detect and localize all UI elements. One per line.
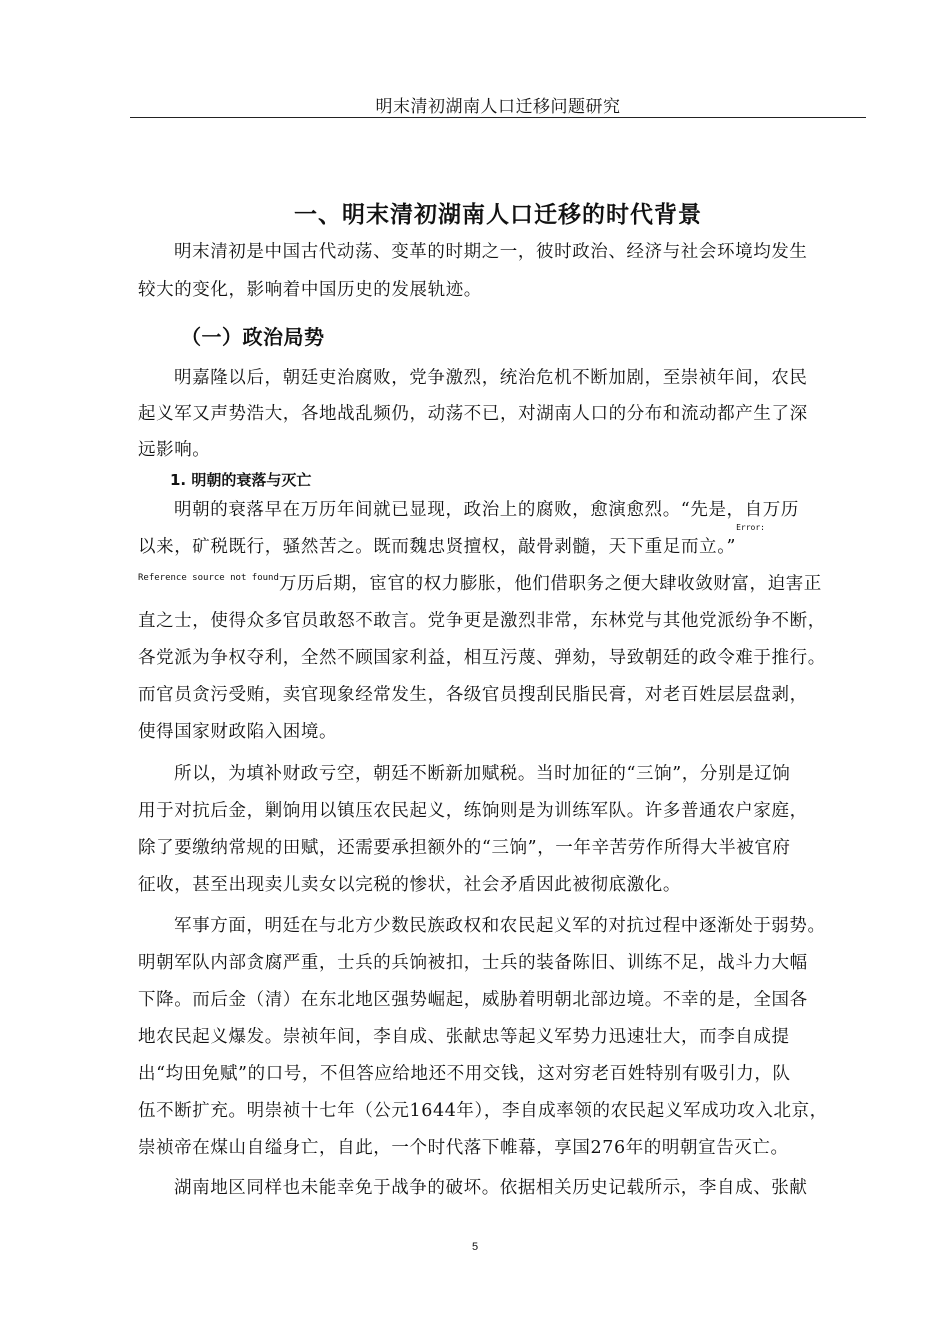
header-rule [130, 117, 866, 118]
p1-line-1: 明朝的衰落早在万历年间就已显现，政治上的腐败，愈演愈烈。“先是，自万历 [174, 500, 799, 520]
p1-line-3 [138, 570, 822, 595]
p1-line-5: 各党派为争权夺利，全然不顾国家利益，相互污蔑、弹劾，导致朝廷的政令难于推行。 [138, 648, 826, 668]
subsection-intro-line-1: 明嘉隆以后，朝廷吏治腐败，党争激烈，统治危机不断加剧，至崇祯年间，农民 [174, 368, 808, 388]
p1-line-6: 而官员贪污受贿，卖官现象经常发生，各级官员搜刮民脂民膏，对老百姓层层盘剥， [138, 685, 808, 705]
subsection-intro-line-2: 起义军又声势浩大，各地战乱频仍，动荡不已，对湖南人口的分布和流动都产生了深 [138, 404, 808, 424]
p2-line-1: 所以，为填补财政亏空，朝廷不断新加赋税。当时加征的“三饷”，分别是辽饷 [174, 764, 791, 784]
page-number: 5 [471, 1241, 479, 1253]
p3-line-7: 崇祯帝在煤山自缢身亡，自此，一个时代落下帷幕，享国276年的明朝宣告灭亡。 [138, 1138, 789, 1158]
p3-line-6: 伍不断扩充。明崇祯十七年（公元1644年），李自成率领的农民起义军成功攻入北京， [138, 1101, 828, 1121]
citation-error-1: Error: [736, 523, 765, 532]
p1-line-2-text: 以来，矿税既行，骚然苦之。既而魏忠贤擅权，敲骨剥髓，天下重足而立。” [138, 537, 737, 557]
p2-line-2: 用于对抗后金，剿饷用以镇压农民起义，练饷则是为训练军队。许多普通农户家庭， [138, 801, 808, 821]
p1-line-7: 使得国家财政陷入困境。 [138, 722, 338, 742]
citation-error-2: Reference source not found [138, 573, 279, 583]
p3-line-4: 地农民起义爆发。崇祯年间，李自成、张献忠等起义军势力迅速壮大，而李自成提 [138, 1027, 790, 1047]
subsection-heading: （一）政治局势 [181, 325, 325, 349]
p2-line-3: 除了要缴纳常规的田赋，还需要承担额外的“三饷”，一年辛苦劳作所得大半被官府 [138, 838, 791, 858]
p3-line-1: 军事方面，明廷在与北方少数民族政权和农民起义军的对抗过程中逐渐处于弱势。 [174, 916, 826, 936]
section-intro-line-1: 明末清初是中国古代动荡、变革的时期之一，彼时政治、经济与社会环境均发生 [174, 242, 808, 262]
section-intro-line-2: 较大的变化，影响着中国历史的发展轨迹。 [138, 280, 482, 300]
p3-line-2: 明朝军队内部贪腐严重，士兵的兵饷被扣，士兵的装备陈旧、训练不足，战斗力大幅 [138, 953, 808, 973]
p3-line-3: 下降。而后金（清）在东北地区强势崛起，威胁着明朝北部边境。不幸的是，全国各 [138, 990, 808, 1010]
section-heading: 一、明末清初湖南人口迁移的时代背景 [294, 202, 702, 228]
running-header: 明末清初湖南人口迁移问题研究 [375, 97, 621, 117]
p3-line-5: 出“均田免赋”的口号，不但答应给地还不用交钱，这对穷老百姓特别有吸引力，队 [138, 1064, 791, 1084]
p4-line-1: 湖南地区同样也未能幸免于战争的破坏。依据相关历史记载所示，李自成、张献 [174, 1178, 808, 1198]
subsection-intro-line-3: 远影响。 [138, 440, 211, 460]
p1-line-4: 直之士，使得众多官员敢怒不敢言。党争更是激烈非常，东林党与其他党派纷争不断， [138, 611, 826, 631]
p1-line-3-text: 万历后期，宦官的权力膨胀，他们借职务之便大肆收敛财富，迫害正 [278, 574, 822, 594]
p1-line-2 [138, 523, 765, 558]
p2-line-4: 征收，甚至出现卖儿卖女以完税的惨状，社会矛盾因此被彻底激化。 [138, 875, 681, 895]
item-heading: 1. 明朝的衰落与灭亡 [170, 471, 312, 489]
